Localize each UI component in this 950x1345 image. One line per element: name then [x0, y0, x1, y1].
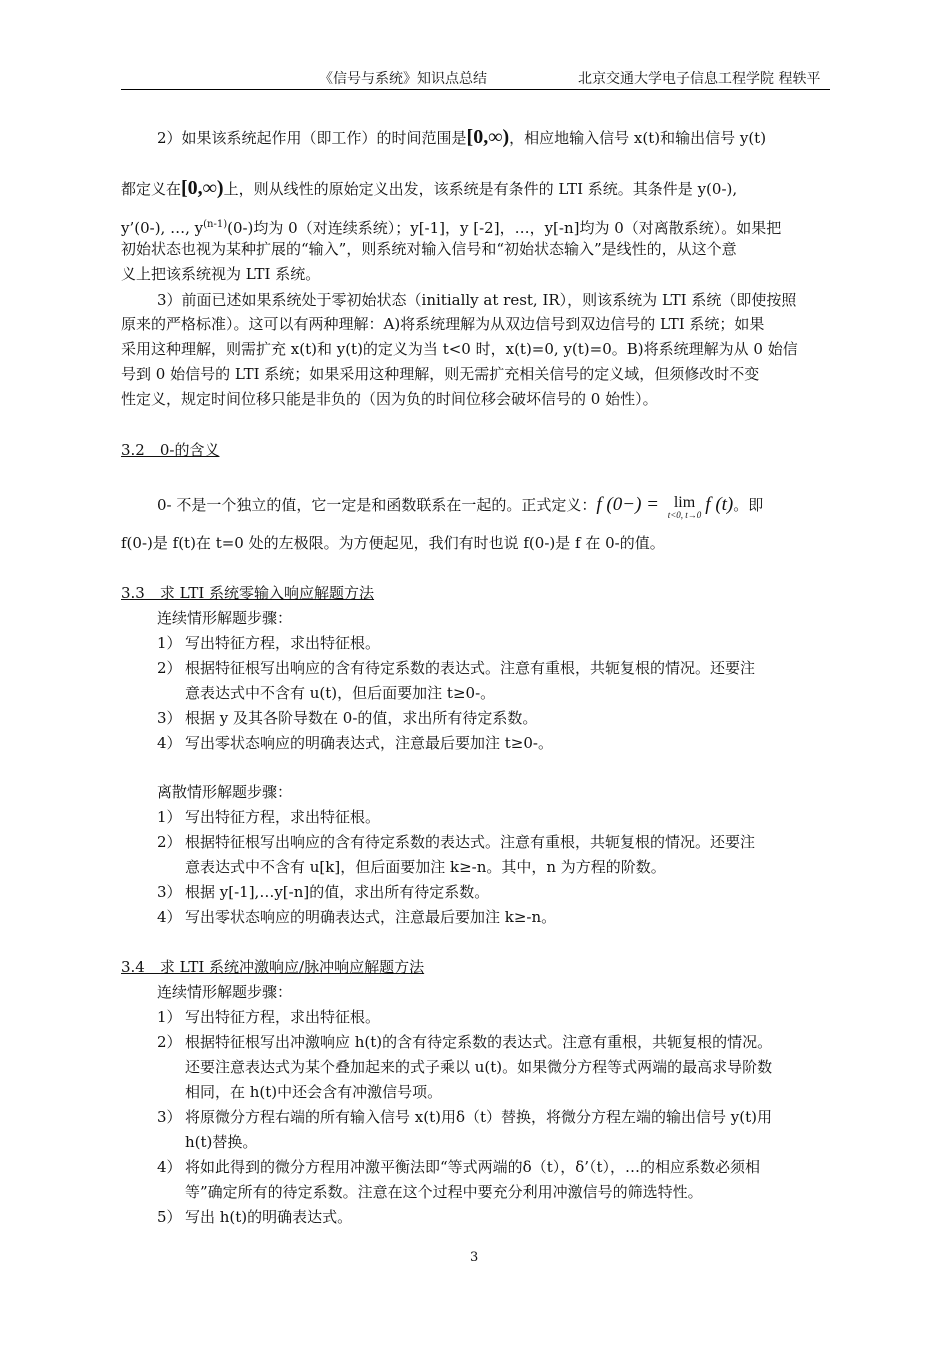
header-title: 《信号与系统》知识点总结 [319, 71, 487, 87]
interval-symbol: [0,∞) [466, 126, 510, 148]
para3-line4: 号到 0 始信号的 LTI 系统；如果采用这种理解，则无需扩充相关信号的定义域，但须修改时不变 [121, 365, 760, 383]
header-rule [121, 89, 830, 90]
para3-line3: 采用这种理解，则需扩充 x(t)和 y(t)的定义为当 t<0 时，x(t)=0, y(t)=0。B)将系统理解为从 0 始信 [121, 340, 798, 358]
sec33-cont-title: 连续情形解题步骤： [157, 609, 293, 627]
list-item: 1） 写出特征方程，求出特征根。 [157, 1008, 381, 1026]
list-item: 3） 将原微分方程右端的所有输入信号 x(t)用δ（t）替换，将微分方程左端的输出信号 y(t)用 [157, 1108, 772, 1126]
sec34-cont-title: 连续情形解题步骤： [157, 983, 293, 1001]
list-item: 3） 根据 y[-1],…y[-n]的值，求出所有待定系数。 [157, 883, 490, 901]
header-author: 北京交通大学电子信息工程学院 程轶平 [578, 71, 821, 87]
para2-line1: 2）如果该系统起作用（即工作）的时间范围是[0,∞)，相应地输入信号 x(t)和输出信号 y(t) [157, 126, 767, 148]
list-item: 4） 写出零状态响应的明确表达式，注意最后要加注 t≥0-。 [157, 734, 553, 752]
sec32-line2: f(0-)是 f(t)在 t=0 处的左极限。为方便起见，我们有时也说 f(0-)是 f 在 0-的值。 [121, 534, 665, 552]
section-heading-3-3: 3.3 求 LTI 系统零输入响应解题方法 [121, 584, 375, 602]
left-limit-formula: f (0−) = lim t<0, t→0 f (t) [596, 494, 734, 520]
para3-line2: 原来的严格标准）。这可以有两种理解：A)将系统理解为从双边信号到双边信号的 LTI 系统；如果 [121, 315, 765, 333]
para2-line5: 义上把该系统视为 LTI 系统。 [121, 265, 321, 283]
sec33-disc-title: 离散情形解题步骤： [157, 783, 293, 801]
list-item: 1） 写出特征方程，求出特征根。 [157, 634, 381, 652]
list-item-cont: 等”确定所有的待定系数。注意在这个过程中要充分利用冲激信号的筛选特性。 [185, 1183, 703, 1201]
list-item: 2） 根据特征根写出响应的含有待定系数的表达式。注意有重根，共轭复根的情况。还要注 [157, 833, 756, 851]
section-heading-3-2: 3.2 0-的含义 [121, 441, 220, 459]
list-item-cont: 意表达式中不含有 u[k]，但后面要加注 k≥-n。其中，n 为方程的阶数。 [185, 858, 666, 876]
para2-line3: y’(0-), …, $y^{(n-1)}(0-)$均为 0（对连续系统）；y[-1]，y [-2]，…，y[-n]均为 0（对离散系统）。如果把 [121, 219, 782, 237]
list-item-cont: 还要注意表达式为某个叠加起来的式子乘以 u(t)。如果微分方程等式两端的最高求导阶数 [185, 1058, 773, 1076]
section-heading-3-4: 3.4 求 LTI 系统冲激响应/脉冲响应解题方法 [121, 958, 425, 976]
list-item: 1） 写出特征方程，求出特征根。 [157, 808, 381, 826]
list-item: 2） 根据特征根写出响应的含有待定系数的表达式。注意有重根，共轭复根的情况。还要注 [157, 659, 756, 677]
list-item: 5） 写出 h(t)的明确表达式。 [157, 1208, 353, 1226]
list-item-cont: h(t)替换。 [185, 1133, 258, 1151]
list-item-cont: 意表达式中不含有 u(t)，但后面要加注 t≥0-。 [185, 684, 496, 702]
para2-line4: 初始状态也视为某种扩展的“输入”，则系统对输入信号和“初始状态输入”是线性的，从这个意 [121, 240, 737, 258]
para3-line5: 性定义，规定时间位移只能是非负的（因为负的时间位移会破坏信号的 0 始性）。 [121, 390, 658, 408]
list-item: 3） 根据 y 及其各阶导数在 0-的值，求出所有待定系数。 [157, 709, 538, 727]
list-item: 2） 根据特征根写出冲激响应 h(t)的含有待定系数的表达式。注意有重根，共轭复根的情况。 [157, 1033, 773, 1051]
list-item: 4） 写出零状态响应的明确表达式，注意最后要加注 k≥-n。 [157, 908, 557, 926]
page-number: 3 [470, 1250, 479, 1265]
para3-line1: 3）前面已述如果系统处于零初始状态（initially at rest, IR），则该系统为 LTI 系统（即使按照 [157, 291, 797, 309]
sec32-line1: 0- 不是一个独立的值，它一定是和函数联系在一起的。正式定义：f (0−) = lim t<0, t→0 f (t)。即 [157, 494, 764, 520]
para2-line2: 都定义在[0,∞)上，则从线性的原始定义出发，该系统是有条件的 LTI 系统。其条件是 y(0-), [121, 177, 738, 199]
list-item: 4） 将如此得到的微分方程用冲激平衡法即“等式两端的δ（t），δ’（t），…的相应系数必须相 [157, 1158, 761, 1176]
list-item-cont: 相同，在 h(t)中还会含有冲激信号项。 [185, 1083, 443, 1101]
interval-symbol: [0,∞) [181, 177, 224, 199]
